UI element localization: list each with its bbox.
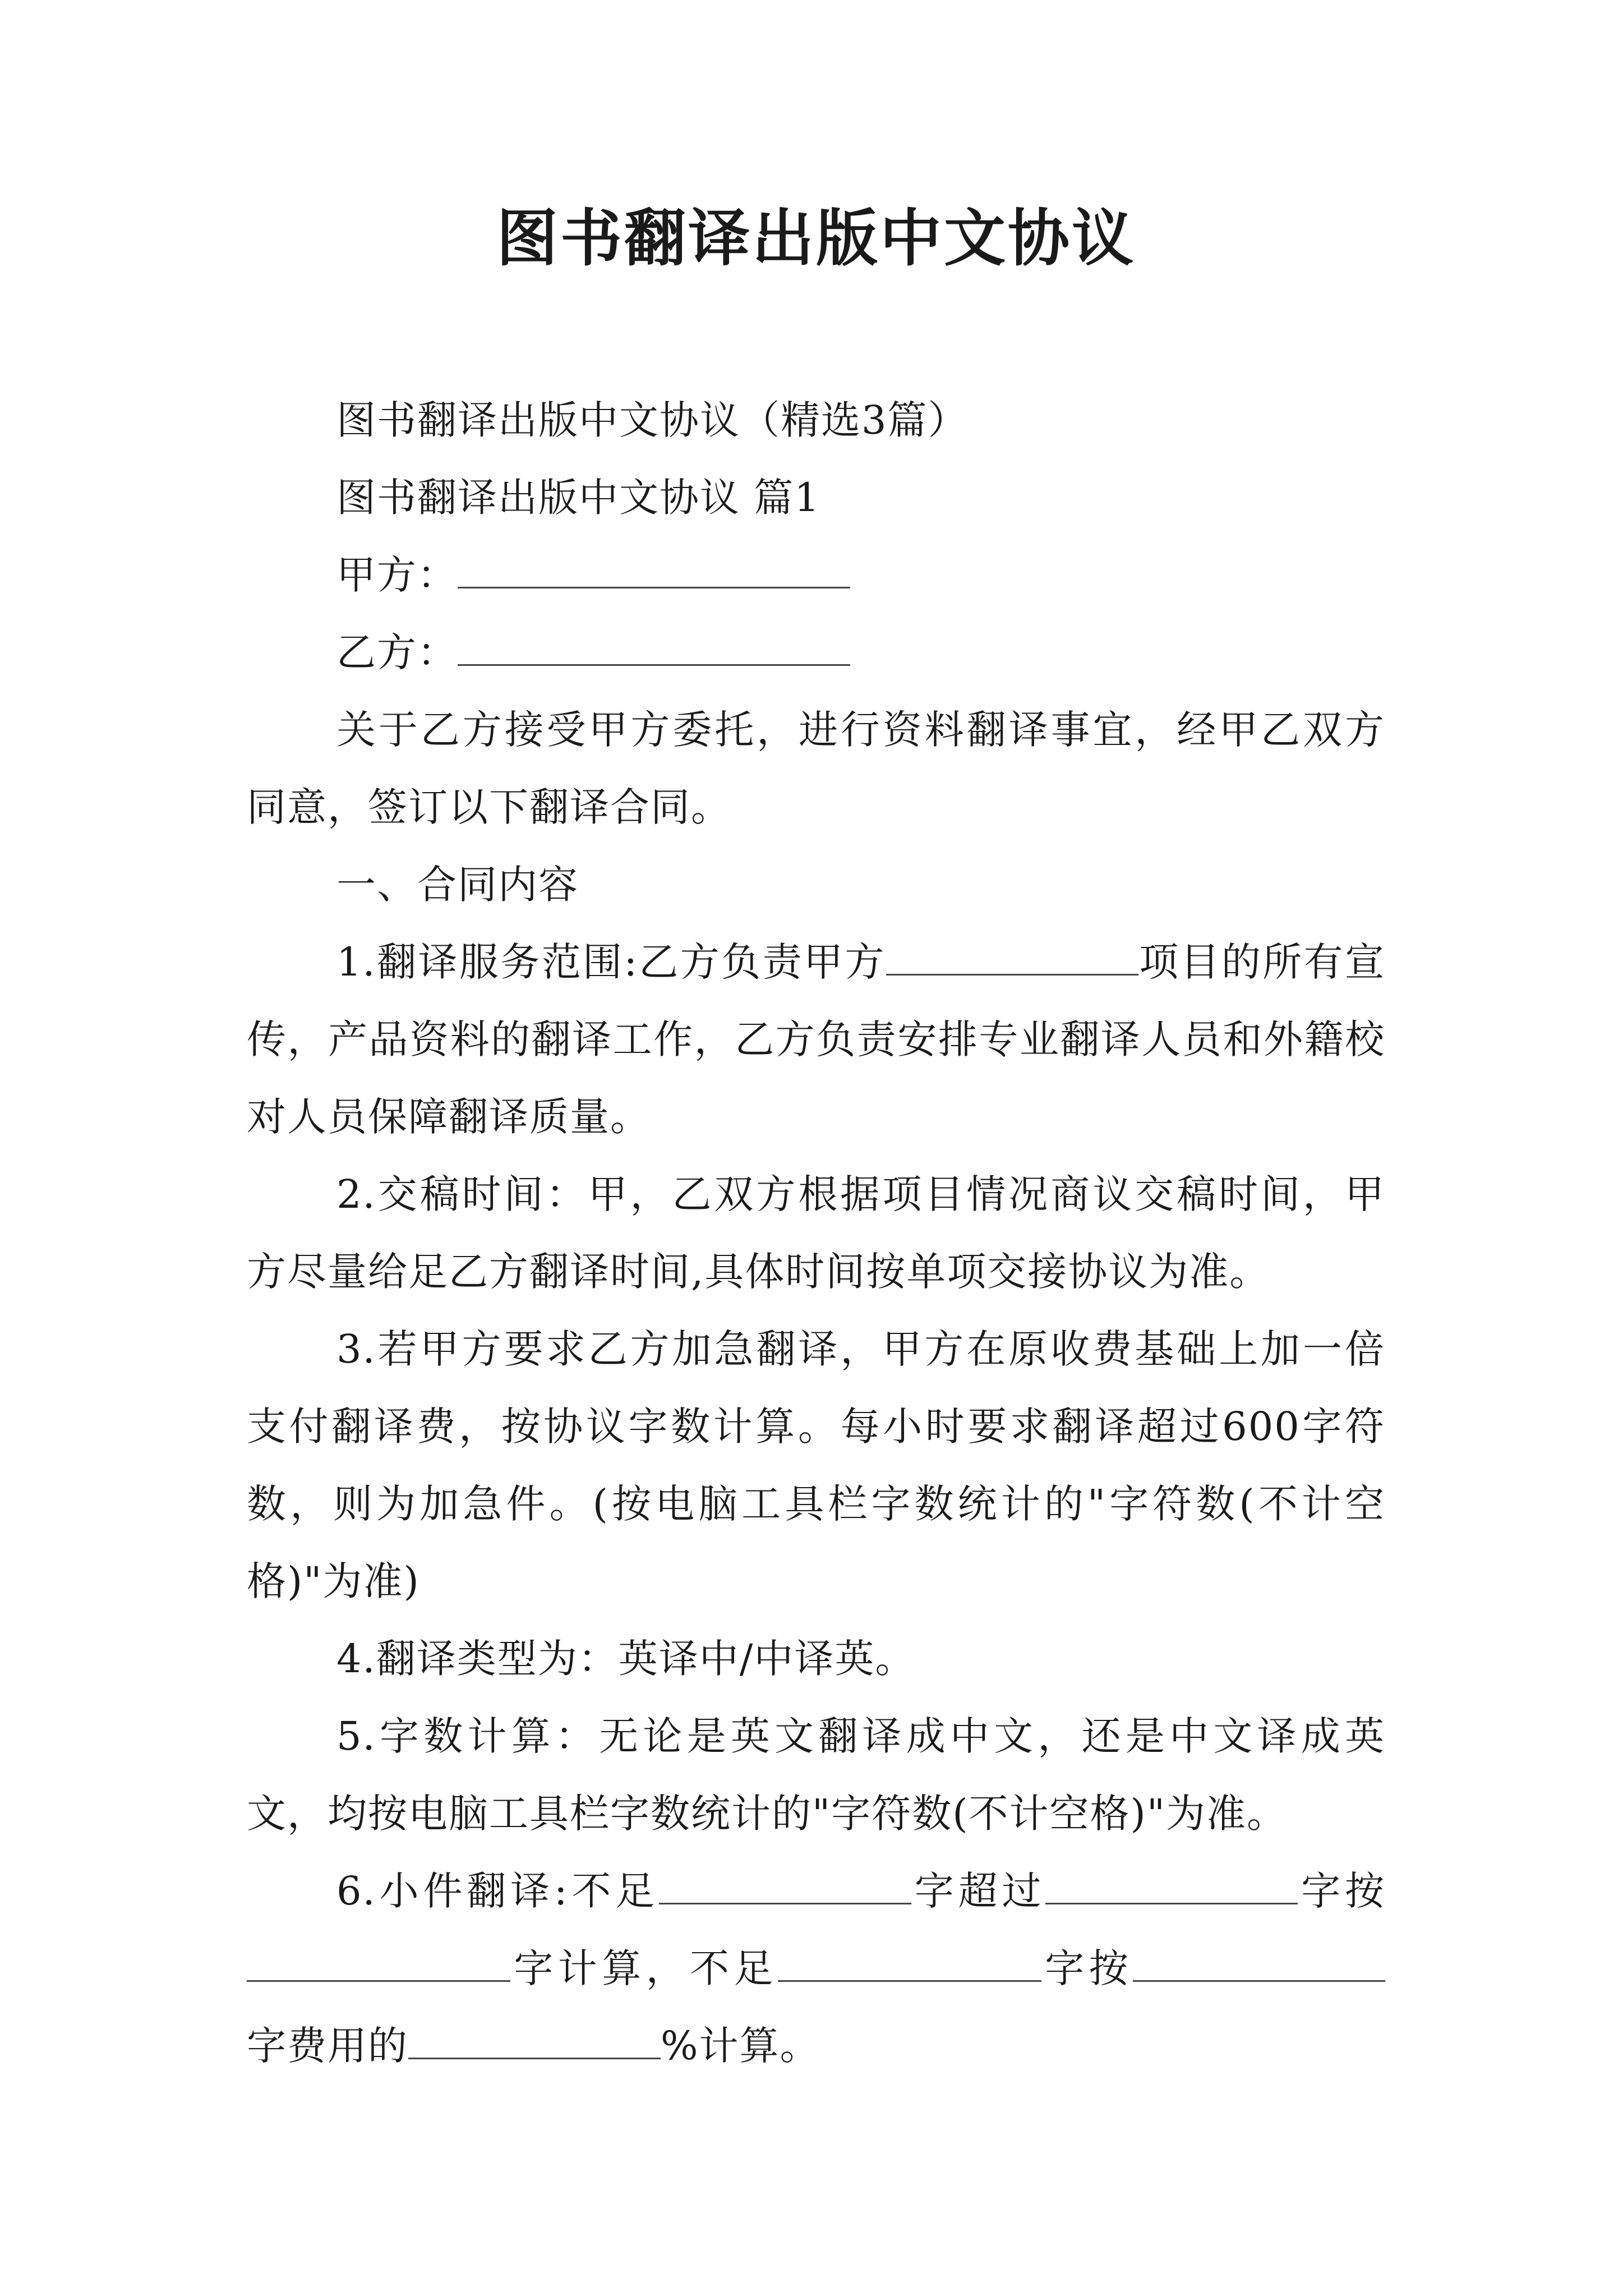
item-6-paragraph	[247, 1852, 1385, 2085]
item-6-f: 字费用的	[247, 2023, 408, 2069]
party-a-blank	[458, 553, 850, 588]
party-a-line	[247, 536, 1385, 614]
item-6-b: 字超过	[911, 1868, 1046, 1914]
party-b-label: 乙方：	[336, 629, 458, 675]
item-4-paragraph: 4.翻译类型为：英译中/中译英。	[336, 1636, 916, 1682]
contract-heading: 一、合同内容	[336, 862, 579, 908]
intro-paragraph: 关于乙方接受甲方委托，进行资料翻译事宜，经甲乙双方同意，签订以下翻译合同。	[247, 707, 1385, 830]
item-1-project-blank	[886, 940, 1138, 976]
item-6-blank-2	[1045, 1869, 1298, 1904]
item-1-post: 项目的所有宣传，产品资料的翻译工作，乙方负责安排专业翻译人员和外籍校对人员保障翻译质量。	[247, 939, 1386, 1140]
item-6-blank-5	[1133, 1947, 1385, 1982]
item-1-paragraph	[247, 923, 1385, 1156]
item-6-blank-3	[247, 1947, 510, 1982]
item-6-blank-6	[408, 2024, 661, 2059]
party-b-line	[247, 614, 1385, 691]
item-5-paragraph: 5.字数计算：无论是英文翻译成中文，还是中文译成英文，均按电脑工具栏字数统计的"字符数(不计空格)"为准。	[247, 1713, 1385, 1837]
document-title: 图书翻译出版中文协议	[496, 202, 1136, 274]
item-6-d: 字计算，不足	[510, 1945, 778, 1991]
item-6-a: 6.小件翻译:不足	[336, 1868, 660, 1914]
subtitle-paragraph: 图书翻译出版中文协议（精选3篇）	[336, 397, 969, 443]
item-6-e: 字按	[1041, 1945, 1133, 1991]
party-a-label: 甲方：	[336, 552, 458, 598]
item-6-c: 字按	[1298, 1868, 1386, 1914]
document-body	[247, 381, 1385, 2085]
item-6-blank-4	[778, 1947, 1041, 1982]
item-2-paragraph: 2.交稿时间：甲，乙双方根据项目情况商议交稿时间，甲方尽量给足乙方翻译时间,具体时间按单项交接协议为准。	[247, 1171, 1385, 1295]
item-1-pre: 1.翻译服务范围:乙方负责甲方	[336, 939, 886, 985]
section-heading: 图书翻译出版中文协议 篇1	[336, 475, 820, 521]
item-6-g: %计算。	[661, 2023, 820, 2069]
party-b-blank	[458, 631, 850, 666]
item-6-blank-1	[659, 1869, 911, 1904]
item-3-paragraph: 3.若甲方要求乙方加急翻译，甲方在原收费基础上加一倍支付翻译费，按协议字数计算。每小时要求翻译超过600字符数，则为加急件。(按电脑工具栏字数统计的"字符数(不计空格)"为准)	[247, 1326, 1385, 1604]
